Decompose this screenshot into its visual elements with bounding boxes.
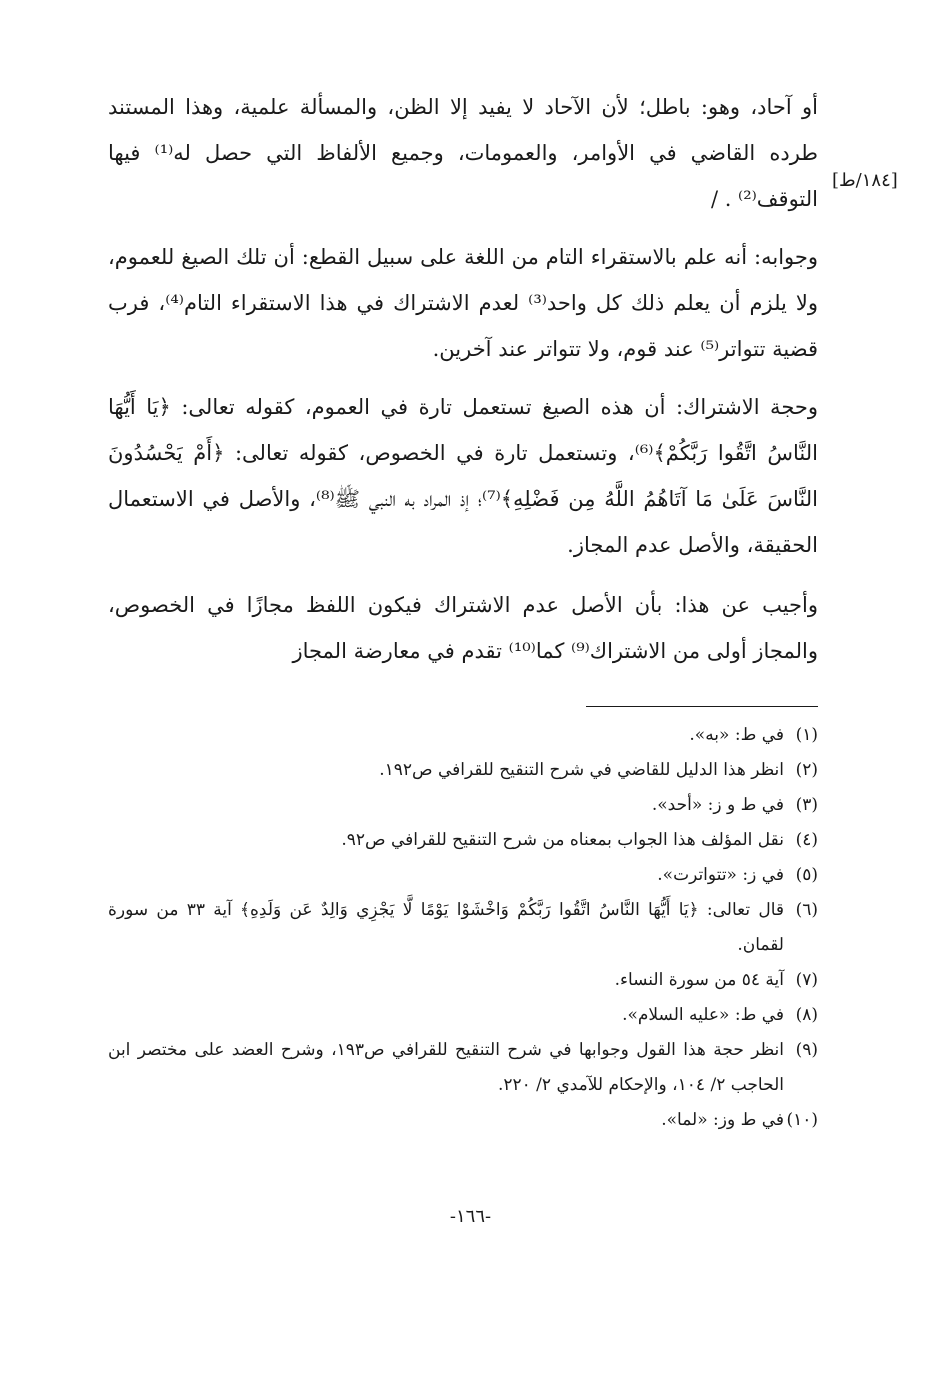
- paragraph-1: أو آحاد، وهو: باطل؛ لأن الآحاد لا يفيد إلا الظن، والمسألة علمية، وهذا المستند طرده القاضي في الأوامر، والعمومات، وجميع الألفاظ التي حصل له⁽¹⁾ فيها التوقف⁽²⁾ . /: [108, 95, 818, 211]
- main-text-body: [108, 84, 818, 674]
- footnotes: [108, 718, 818, 1138]
- footnote-text: في ط: «عليه السلام».: [622, 1005, 784, 1025]
- footnote-text: قال تعالى: ﴿يَا أَيُّهَا النَّاسُ اتَّقُوا رَبَّكُمْ وَاخْشَوْا يَوْمًا لَّا يَجْزِي وَالِدٌ عَن وَلَدِهِ﴾ آية ٣٣ من سورة لقمان.: [108, 900, 785, 955]
- footnote-item: [108, 858, 818, 893]
- footnote-item: [108, 823, 818, 858]
- footnote-text: نقل المؤلف هذا الجواب بمعناه من شرح التنقيح للقرافي ص٩٢.: [341, 830, 784, 850]
- footnote-number: (٨): [795, 1005, 818, 1025]
- footnote-number: (٤): [795, 830, 818, 850]
- footnote-item: [108, 753, 818, 788]
- footnote-number: (٢): [795, 760, 818, 780]
- footnote-text: في ط و ز: «أحد».: [651, 795, 784, 815]
- footnote-item: [108, 718, 818, 753]
- footnote-item: [108, 1103, 818, 1138]
- footnote-number: (١): [795, 725, 818, 745]
- footnote-item: [108, 893, 818, 963]
- footnote-number: (٣): [795, 795, 818, 815]
- footnote-text: في ز: «تتواترت».: [657, 865, 784, 885]
- margin-page-reference: [١٨٤/ط]: [832, 170, 898, 191]
- footnote-item: [108, 963, 818, 998]
- footnote-item: [108, 1033, 818, 1103]
- footnote-separator: [586, 706, 818, 707]
- footnote-number: (١٠): [786, 1110, 818, 1130]
- paragraph-4: وأجيب عن هذا: بأن الأصل عدم الاشتراك فيكون اللفظ مجازًا في الخصوص، والمجاز أولى من الاشتراك⁽⁹⁾ كما⁽¹⁰⁾ تقدم في معارضة المجاز: [108, 593, 818, 663]
- paragraph-2: وجوابه: أنه علم بالاستقراء التام من اللغة على سبيل القطع: أن تلك الصيغ للعموم، ولا يلزم أن يعلم ذلك كل واحد⁽³⁾ لعدم الاشتراك في هذا الاستقراء التام⁽⁴⁾، فرب قضية تتواتر⁽⁵⁾ عند قوم، ولا تتواتر عند آخرين.: [108, 245, 818, 361]
- footnote-number: (٥): [795, 865, 818, 885]
- footnote-item: [108, 788, 818, 823]
- footnote-number: (٧): [795, 970, 818, 990]
- footnote-text: انظر هذا الدليل للقاضي في شرح التنقيح للقرافي ص١٩٢.: [379, 760, 784, 780]
- paragraph-3: وحجة الاشتراك: أن هذه الصيغ تستعمل تارة في العموم، كقوله تعالى: ﴿يَا أَيُّهَا النَّاسُ اتَّقُوا رَبَّكُمْ﴾⁽⁶⁾، وتستعمل تارة في الخصوص، كقوله تعالى: ﴿أَمْ يَحْسُدُونَ النَّاسَ عَلَىٰ مَا آتَاهُمُ اللَّهُ مِن فَضْلِهِ﴾⁽⁷⁾؛ إذ المراد به النبي ﷺ⁽⁸⁾، والأصل في الاستعمال الحقيقة، والأصل عدم المجاز.: [108, 395, 818, 557]
- footnote-number: (٦): [795, 900, 818, 920]
- page-number: -١٦٦-: [449, 1206, 492, 1227]
- footnote-number: (٩): [795, 1040, 818, 1060]
- footnote-text: آية ٥٤ من سورة النساء.: [614, 970, 784, 990]
- footnote-text: في ط وز: «لما».: [661, 1110, 784, 1130]
- footnote-text: في ط: «به».: [689, 725, 784, 745]
- footnote-item: [108, 998, 818, 1033]
- footnote-text: انظر حجة هذا القول وجوابها في شرح التنقيح للقرافي ص١٩٣، وشرح العضد على مختصر ابن الحاجب ٢/ ١٠٤، والإحكام للآمدي ٢/ ٢٢٠.: [108, 1040, 784, 1095]
